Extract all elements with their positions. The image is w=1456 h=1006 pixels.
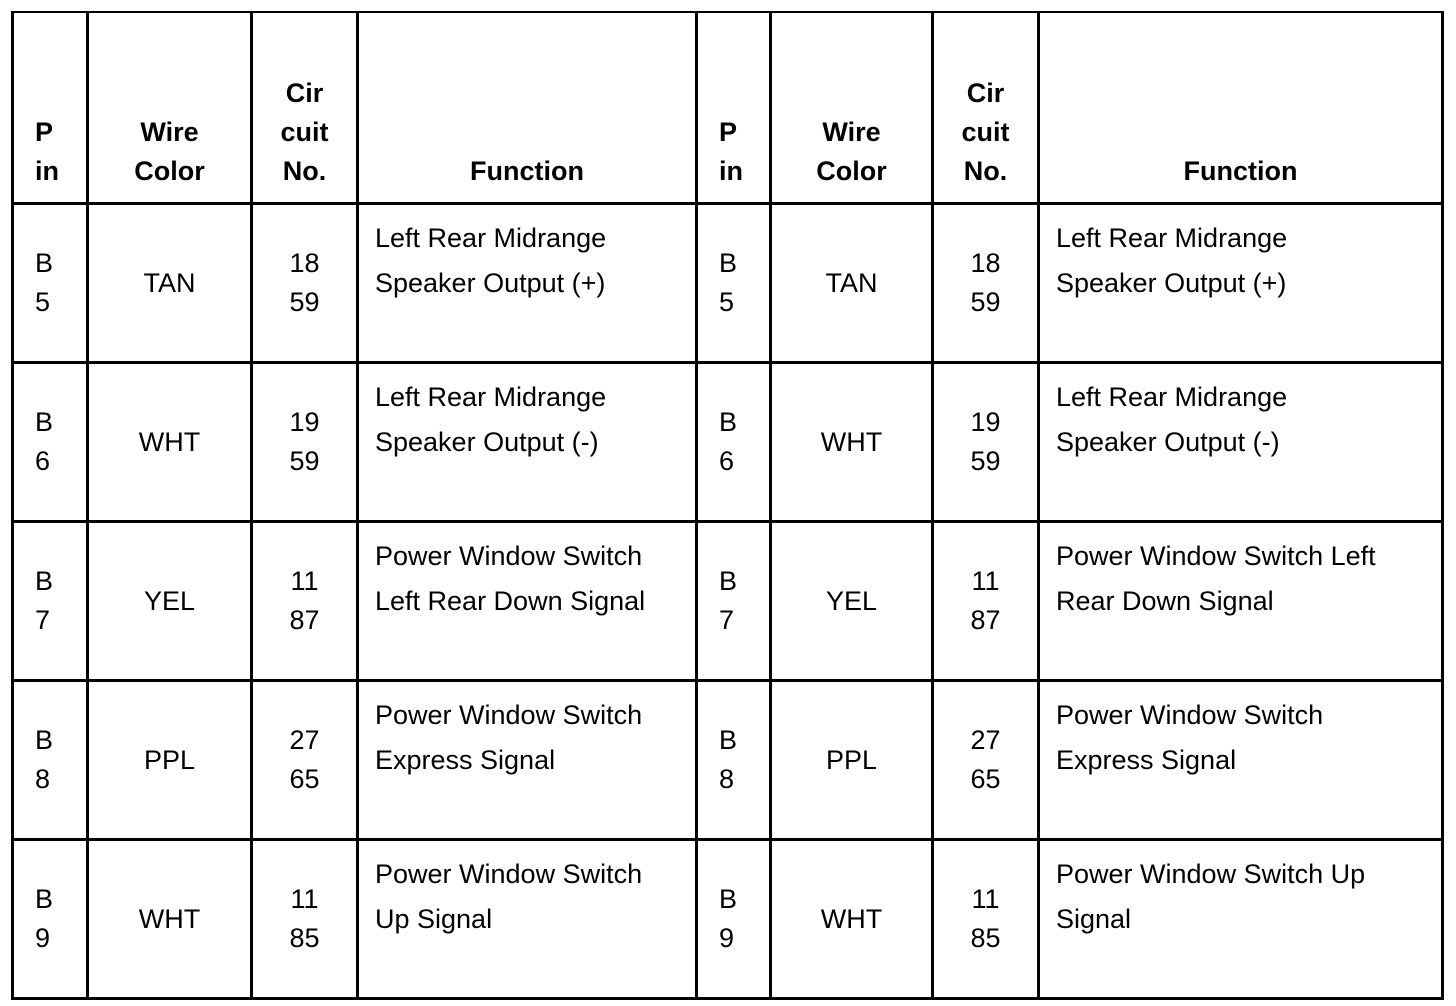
pin-letter: B xyxy=(35,725,54,755)
pin-number: 5 xyxy=(35,287,51,317)
wire-color-cell xyxy=(771,363,933,522)
header-circuit-line1: Cir xyxy=(285,78,324,108)
wire-color-cell xyxy=(88,204,252,363)
header-circuit-line1: Cir xyxy=(966,78,1005,108)
header-circuit-no-right xyxy=(933,12,1039,204)
function-line1: Power Window Switch xyxy=(375,859,643,889)
wire-color: YEL xyxy=(143,585,196,616)
header-wire-line1: Wire xyxy=(822,117,881,147)
circuit-cell xyxy=(252,522,358,681)
circuit-part2: 85 xyxy=(289,923,320,953)
header-circuit-line2: cuit xyxy=(280,117,329,147)
function-line2: Left Rear Down Signal xyxy=(375,586,646,616)
wire-color-cell xyxy=(88,840,252,999)
pin-number: 7 xyxy=(719,605,735,635)
pin-letter: B xyxy=(35,407,54,437)
circuit-cell xyxy=(933,363,1039,522)
function-cell xyxy=(358,522,697,681)
function-line2: Speaker Output (-) xyxy=(375,427,599,457)
circuit-cell xyxy=(252,363,358,522)
pin-cell xyxy=(13,681,88,840)
function-line2: Speaker Output (+) xyxy=(375,268,606,298)
pin-cell xyxy=(13,204,88,363)
wire-color-cell xyxy=(88,363,252,522)
circuit-cell xyxy=(933,204,1039,363)
header-pin xyxy=(13,12,88,204)
header-function-label: Function xyxy=(470,156,584,186)
wire-color: PPL xyxy=(143,744,196,775)
circuit-part1: 18 xyxy=(289,248,320,278)
pin-number: 8 xyxy=(35,764,51,794)
table-row xyxy=(13,681,1443,840)
pin-letter: B xyxy=(719,884,738,914)
circuit-part1: 11 xyxy=(290,884,319,914)
header-wire-line1: Wire xyxy=(140,117,199,147)
pin-number: 9 xyxy=(719,923,735,953)
header-function-right xyxy=(1039,12,1443,204)
wire-color: WHT xyxy=(820,903,883,934)
header-circuit-no xyxy=(252,12,358,204)
pin-cell xyxy=(697,522,771,681)
wire-color: YEL xyxy=(825,585,878,616)
pin-letter: B xyxy=(35,248,54,278)
circuit-part2: 87 xyxy=(970,605,1001,635)
circuit-part2: 59 xyxy=(970,287,1001,317)
wire-color: TAN xyxy=(143,267,196,298)
pin-cell xyxy=(697,681,771,840)
wire-color-cell xyxy=(771,204,933,363)
circuit-part1: 27 xyxy=(289,725,320,755)
pin-number: 9 xyxy=(35,923,51,953)
function-line1: Power Window Switch Left xyxy=(1056,541,1376,571)
function-line2: Rear Down Signal xyxy=(1056,586,1274,616)
wire-color: WHT xyxy=(820,426,883,457)
pin-cell xyxy=(13,840,88,999)
function-line1: Power Window Switch xyxy=(375,700,643,730)
pin-cell xyxy=(697,363,771,522)
circuit-part2: 59 xyxy=(970,446,1001,476)
function-cell xyxy=(1039,681,1443,840)
wire-color-cell xyxy=(771,681,933,840)
function-line2: Signal xyxy=(1056,904,1132,934)
header-wire-color-right xyxy=(771,12,933,204)
wire-color-cell xyxy=(771,522,933,681)
pin-number: 8 xyxy=(719,764,735,794)
circuit-part1: 18 xyxy=(970,248,1001,278)
header-circuit-line3: No. xyxy=(963,156,1008,186)
header-wire-color xyxy=(88,12,252,204)
header-circuit-line3: No. xyxy=(282,156,327,186)
header-pin-right xyxy=(697,12,771,204)
wire-color: WHT xyxy=(138,426,201,457)
table-body xyxy=(13,204,1443,999)
wire-color: TAN xyxy=(825,267,878,298)
header-circuit-line2: cuit xyxy=(961,117,1010,147)
header-pin-line1: P xyxy=(35,117,54,147)
circuit-part2: 59 xyxy=(289,446,320,476)
pin-letter: B xyxy=(35,884,54,914)
wire-color: WHT xyxy=(138,903,201,934)
function-line2: Speaker Output (+) xyxy=(1056,268,1287,298)
function-line1: Power Window Switch xyxy=(375,541,643,571)
wire-color-cell xyxy=(771,840,933,999)
header-function xyxy=(358,12,697,204)
wire-color-cell xyxy=(88,681,252,840)
table-row xyxy=(13,204,1443,363)
pin-number: 6 xyxy=(719,446,735,476)
pin-number: 7 xyxy=(35,605,51,635)
function-cell xyxy=(358,204,697,363)
circuit-part1: 19 xyxy=(289,407,320,437)
pin-letter: B xyxy=(719,248,738,278)
circuit-part2: 59 xyxy=(289,287,320,317)
pin-cell xyxy=(697,204,771,363)
circuit-cell xyxy=(252,840,358,999)
circuit-cell xyxy=(933,840,1039,999)
function-line1: Left Rear Midrange xyxy=(1056,382,1288,412)
function-line2: Up Signal xyxy=(375,904,493,934)
function-cell xyxy=(1039,840,1443,999)
function-line1: Power Window Switch Up xyxy=(1056,859,1366,889)
pin-cell xyxy=(13,363,88,522)
pin-letter: B xyxy=(719,407,738,437)
wire-color-cell xyxy=(88,522,252,681)
circuit-part1: 11 xyxy=(971,566,1000,596)
circuit-cell xyxy=(252,681,358,840)
circuit-part1: 11 xyxy=(290,566,319,596)
pin-cell xyxy=(697,840,771,999)
pin-cell xyxy=(13,522,88,681)
circuit-part2: 65 xyxy=(970,764,1001,794)
header-wire-line2: Color xyxy=(134,156,205,186)
pin-letter: B xyxy=(719,725,738,755)
function-line2: Express Signal xyxy=(1056,745,1237,775)
function-line1: Left Rear Midrange xyxy=(375,382,607,412)
function-cell xyxy=(1039,204,1443,363)
function-line1: Left Rear Midrange xyxy=(375,223,607,253)
header-row xyxy=(13,12,1443,204)
pin-letter: B xyxy=(35,566,54,596)
circuit-cell xyxy=(933,681,1039,840)
circuit-part2: 87 xyxy=(289,605,320,635)
header-wire-line2: Color xyxy=(816,156,887,186)
header-pin-line1: P xyxy=(719,117,738,147)
table-row xyxy=(13,522,1443,681)
circuit-part1: 11 xyxy=(971,884,1000,914)
circuit-part1: 19 xyxy=(970,407,1001,437)
circuit-part2: 65 xyxy=(289,764,320,794)
circuit-cell xyxy=(933,522,1039,681)
function-cell xyxy=(358,681,697,840)
function-line2: Speaker Output (-) xyxy=(1056,427,1280,457)
pinout-table xyxy=(11,11,1444,1000)
function-line1: Power Window Switch xyxy=(1056,700,1324,730)
header-pin-line2: in xyxy=(35,156,59,186)
wire-color: PPL xyxy=(825,744,878,775)
table-row xyxy=(13,363,1443,522)
function-line1: Left Rear Midrange xyxy=(1056,223,1288,253)
function-line2: Express Signal xyxy=(375,745,556,775)
function-cell xyxy=(1039,522,1443,681)
function-cell xyxy=(358,840,697,999)
pin-number: 5 xyxy=(719,287,735,317)
circuit-part2: 85 xyxy=(970,923,1001,953)
function-cell xyxy=(1039,363,1443,522)
pin-letter: B xyxy=(719,566,738,596)
circuit-cell xyxy=(252,204,358,363)
pin-number: 6 xyxy=(35,446,51,476)
header-pin-line2: in xyxy=(719,156,743,186)
circuit-part1: 27 xyxy=(970,725,1001,755)
function-cell xyxy=(358,363,697,522)
table-row xyxy=(13,840,1443,999)
header-function-label: Function xyxy=(1183,156,1298,186)
